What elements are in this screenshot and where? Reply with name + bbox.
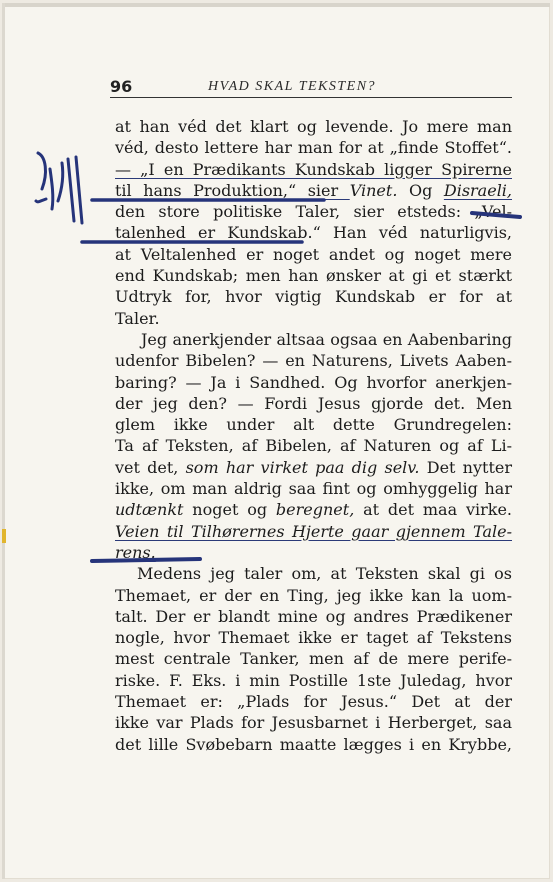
text-line-30: det lille Svøbebarn maatte lægges i en Krybbe, <box>115 734 512 754</box>
name-disraeli: Disraeli, <box>443 180 513 200</box>
page-left-edge <box>2 3 5 879</box>
text-line-20 <box>115 521 512 542</box>
text-line-26: mest centrale Tanker, men af de mere perife- <box>115 649 512 669</box>
page-top-edge <box>2 3 550 7</box>
text-line-19 <box>115 499 512 520</box>
text-line-29: ikke var Plads for Jesusbarnet i Herberget, saa <box>115 713 512 733</box>
body-text <box>115 116 512 755</box>
text-line-21 <box>115 542 512 563</box>
emphasis-beregnet: beregnet, <box>275 500 355 520</box>
text-line-4 <box>115 180 512 201</box>
name-vinet: Vinet. <box>349 180 398 200</box>
text-line-7: at Veltalenhed er noget andet og noget mere <box>115 244 512 264</box>
book-page <box>2 3 550 879</box>
text-line-14: der jeg den? — Fordi Jesus gjorde det. Men <box>115 393 512 413</box>
text-line-16: Ta af Teksten, af Bibelen, af Naturen og af Li- <box>115 436 512 456</box>
text-line-17-end: Det nytter <box>419 457 513 477</box>
text-line-18: ikke, om man aldrig saa fint og omhyggelig har <box>115 479 512 499</box>
emphasis-udtaenkt: udtænkt <box>115 500 184 520</box>
emphasis-som-har: som har virket paa dig selv. <box>185 457 420 477</box>
text-line-6: talenhed er Kundskab.“ Han véd naturligvis, <box>115 223 512 243</box>
text-line-11: Jeg anerkjender altsaa ogsaa en Aabenbaring <box>141 329 512 349</box>
page-header <box>110 77 512 98</box>
text-line-12: udenfor Bibelen? — en Naturens, Livets Aaben- <box>115 351 512 371</box>
text-line-23: Themaet, er der en Ting, jeg ikke kan la uom- <box>115 585 512 605</box>
text-line-4-start: til hans Produktion,“ sier <box>115 180 350 200</box>
text-line-9: Udtryk for, hvor vigtig Kundskab er for at <box>115 287 512 307</box>
text-line-17 <box>115 457 512 478</box>
text-line-28: Themaet er: „Plads for Jesus.“ Det at der <box>115 692 512 712</box>
text-line-19-mid: noget og <box>192 500 276 520</box>
text-line-8: end Kundskab; men han ønsker at gi et stærkt <box>115 266 512 286</box>
margin-scribble-dot <box>36 199 46 202</box>
text-line-13: baring? — Ja i Sandhed. Og hvorfor anerkjen- <box>115 372 512 392</box>
running-head: HVAD SKAL TEKSTEN? <box>208 79 377 94</box>
emphasis-rens: rens. <box>115 542 156 562</box>
text-line-17-start: vet det, <box>115 457 186 477</box>
page-number: 96 <box>110 77 133 96</box>
text-line-22: Medens jeg taler om, at Teksten skal gi os <box>137 564 512 584</box>
text-line-3: — „I en Prædikants Kundskab ligger Spirerne <box>115 159 512 179</box>
text-line-15: glem ikke under alt dette Grundregelen: <box>115 415 512 435</box>
text-line-1: at han véd det klart og levende. Jo mere man <box>115 117 512 136</box>
text-line-2: véd, desto lettere har man for at „finde Stoffet“. <box>115 138 512 158</box>
text-line-10: Taler. <box>115 308 160 328</box>
margin-scribble-mark <box>38 153 82 223</box>
text-line-27: riske. F. Eks. i min Postille 1ste Juledag, hvor <box>115 670 512 690</box>
text-line-24: talt. Der er blandt mine og andres Prædikener <box>115 606 512 626</box>
text-line-19-end: at det maa virke. <box>354 500 513 520</box>
text-line-5: den store politiske Taler, sier etsteds: „Vel- <box>115 202 512 222</box>
text-line-4-og: Og <box>397 180 444 200</box>
emphasis-veien: Veien til Tilhørernes Hjerte gaar gjennem Tale- <box>115 521 512 541</box>
text-line-25: nogle, hvor Themaet ikke er taget af Tekstens <box>115 628 512 648</box>
